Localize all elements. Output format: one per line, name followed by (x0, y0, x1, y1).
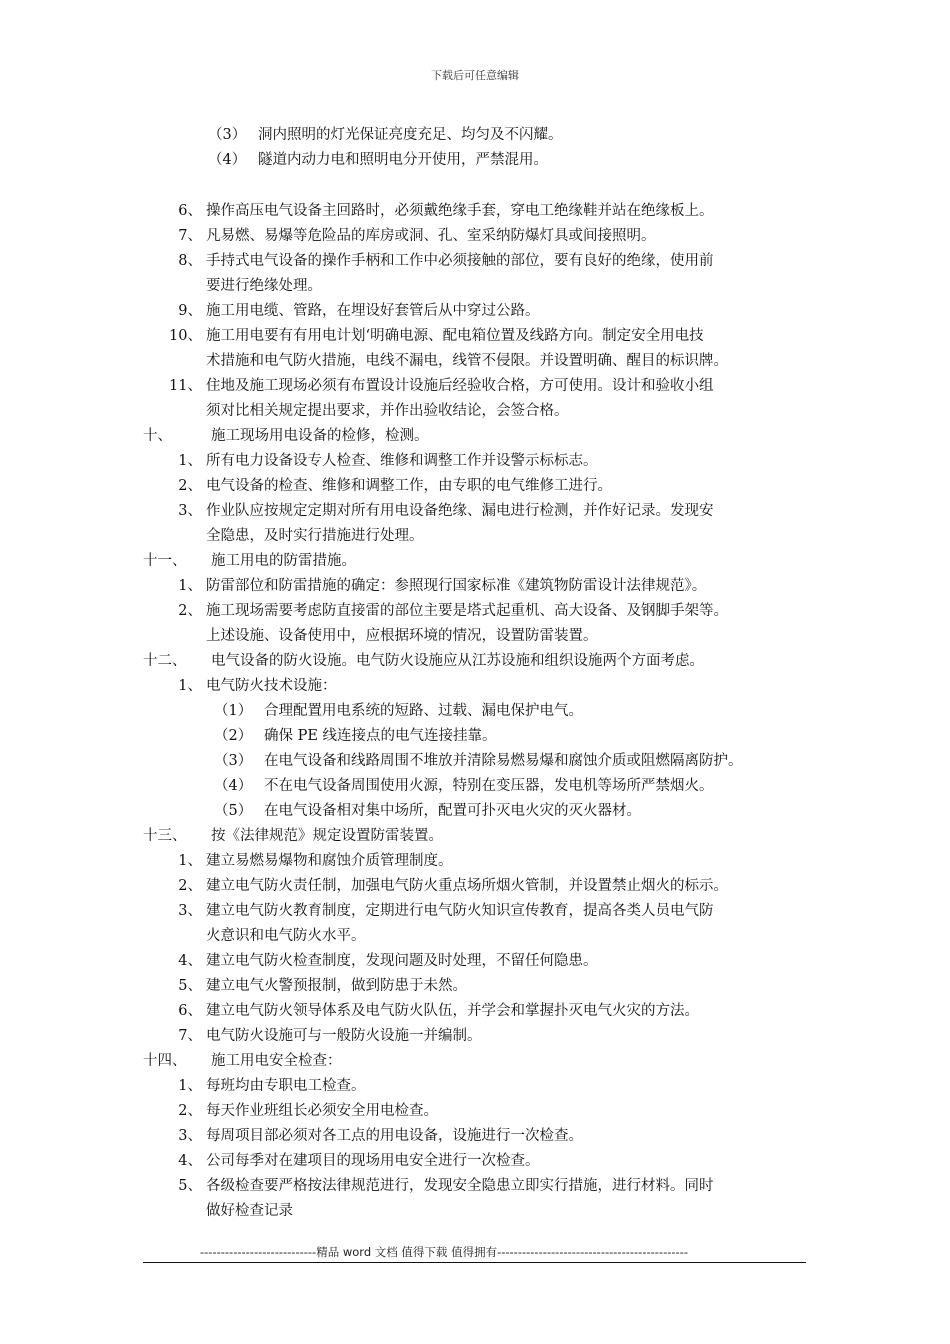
item-number: （2） (214, 728, 253, 744)
item-number: 3、 (178, 503, 202, 519)
item-number: （5） (214, 803, 253, 819)
item-text: 建立易燃易爆物和腐蚀介质管理制度。 (206, 853, 453, 869)
item-text: 住地及施工现场必须有布置设计设施后经验收合格，方可使用。设计和验收小组 (206, 378, 714, 394)
item-text: 电气防火技术设施： (206, 678, 337, 694)
item-text: 电气设备的检查、维修和调整工作，由专职的电气维修工进行。 (206, 478, 612, 494)
item-text: 合理配置用电系统的短路、过载、漏电保护电气。 (264, 703, 583, 719)
item-number: 9、 (178, 303, 202, 319)
item-text: 在电气设备和线路周围不堆放并清除易燃易爆和腐蚀介质或阻燃隔离防护。 (264, 753, 743, 769)
item-text: 上述设施、设备使用中，应根据环境的情况，设置防雷装置。 (206, 628, 598, 644)
item-text: 凡易燃、易爆等危险品的库房或洞、孔、室采纳防爆灯具或间接照明。 (206, 228, 656, 244)
item-text: 施工用电要有有用电计划‘明确电源、配电箱位置及线路方向。制定安全用电技 (206, 328, 704, 344)
item-number: 十三、 (143, 828, 187, 844)
item-text: 确保 PE 线连接点的电气连接挂靠。 (264, 728, 497, 744)
item-number: 1、 (178, 678, 202, 694)
item-text: 按《法律规范》规定设置防雷装置。 (211, 828, 443, 844)
item-number: 3、 (178, 1128, 202, 1144)
item-number: 1、 (178, 1078, 202, 1094)
item-number: （1） (214, 703, 253, 719)
item-number: 4、 (178, 953, 202, 969)
item-text: 建立电气防火检查制度，发现问题及时处理，不留任何隐患。 (206, 953, 598, 969)
item-number: 5、 (178, 978, 202, 994)
page-footer: ----------------------------精品 word 文档 值得下载 值得拥有---------------------------------------------- (200, 1245, 688, 1259)
item-text: 建立电气防火责任制，加强电气防火重点场所烟火管制，并设置禁止烟火的标示。 (206, 878, 728, 894)
item-text: 在电气设备相对集中场所，配置可扑灭电火灾的灭火器材。 (264, 803, 641, 819)
item-number: 8、 (178, 253, 202, 269)
item-text: 电气设备的防火设施。电气防火设施应从江苏设施和组织设施两个方面考虑。 (211, 653, 704, 669)
item-text: 建立电气防火领导体系及电气防火队伍，并学会和掌握扑灭电气火灾的方法。 (206, 1003, 699, 1019)
item-number: 十二、 (143, 653, 187, 669)
item-text: 防雷部位和防雷措施的确定：参照现行国家标准《建筑物防雷设计法律规范》。 (206, 578, 707, 594)
item-number: 6、 (178, 1003, 202, 1019)
item-text: 做好检查记录 (206, 1203, 293, 1219)
item-text: 不在电气设备周围使用火源，特别在变压器，发电机等场所严禁烟火。 (264, 778, 714, 794)
item-text: 手持式电气设备的操作手柄和工作中必须接触的部位，要有良好的绝缘，使用前 (206, 253, 714, 269)
item-number: （3） (214, 753, 253, 769)
item-text: 作业队应按规定定期对所有用电设备绝缘、漏电进行检测，并作好记录。发现安 (206, 503, 714, 519)
item-number: 10、 (169, 328, 202, 344)
item-number: 1、 (178, 853, 202, 869)
item-number: 3、 (178, 903, 202, 919)
item-number: 7、 (178, 1028, 202, 1044)
item-number: 2、 (178, 1103, 202, 1119)
item-number: 十一、 (143, 553, 187, 569)
item-text: 公司每季对在建项目的现场用电安全进行一次检查。 (206, 1153, 540, 1169)
item-text: 要进行绝缘处理。 (206, 278, 322, 294)
item-text: 须对比相关规定提出要求，并作出验收结论，会签合格。 (206, 403, 569, 419)
page-header: 下载后可任意编辑 (431, 69, 519, 82)
item-number: 7、 (178, 228, 202, 244)
item-text: 电气防火设施可与一般防火设施一并编制。 (206, 1028, 482, 1044)
item-number: 十四、 (143, 1053, 187, 1069)
item-text: 施工用电安全检查： (211, 1053, 342, 1069)
item-number: 1、 (178, 453, 202, 469)
item-text: 每周项目部必须对各工点的用电设备，设施进行一次检查。 (206, 1128, 583, 1144)
item-text: 每天作业班组长必须安全用电检查。 (206, 1103, 438, 1119)
item-text: 建立电气防火教育制度，定期进行电气防火知识宣传教育，提高各类人员电气防 (206, 903, 714, 919)
item-text: 建立电气火警预报制，做到防患于未然。 (206, 978, 467, 994)
item-text: 施工现场用电设备的检修，检测。 (211, 428, 429, 444)
item-number: 2、 (178, 878, 202, 894)
item-text: 操作高压电气设备主回路时，必须戴绝缘手套，穿电工绝缘鞋并站在绝缘板上。 (206, 203, 714, 219)
item-text: 隧道内动力电和照明电分开使用，严禁混用。 (258, 152, 548, 168)
item-text: 施工现场需要考虑防直接雷的部位主要是塔式起重机、高大设备、及钢脚手架等。 (206, 603, 728, 619)
item-number: 11、 (169, 378, 202, 394)
item-number: 2、 (178, 478, 202, 494)
item-text: 洞内照明的灯光保证亮度充足、均匀及不闪耀。 (258, 127, 563, 143)
item-text: 火意识和电气防火水平。 (206, 928, 366, 944)
item-number: 4、 (178, 1153, 202, 1169)
item-text: 全隐患，及时实行措施进行处理。 (206, 528, 424, 544)
item-text: 各级检查要严格按法律规范进行，发现安全隐患立即实行措施，进行材料。同时 (206, 1178, 714, 1194)
footer-rule (143, 1262, 806, 1263)
item-number: 5、 (178, 1178, 202, 1194)
item-text: 每班均由专职电工检查。 (206, 1078, 366, 1094)
item-text: 施工用电缆、管路，在埋设好套管后从中穿过公路。 (206, 303, 540, 319)
item-number: 6、 (178, 203, 202, 219)
item-text: 所有电力设备设专人检查、维修和调整工作并设警示标标志。 (206, 453, 598, 469)
item-number: （4） (208, 152, 247, 168)
item-text: 术措施和电气防火措施，电线不漏电，线管不侵限。并设置明确、醒目的标识牌。 (206, 353, 728, 369)
item-number: 十、 (143, 428, 172, 444)
item-text: 施工用电的防雷措施。 (211, 553, 356, 569)
item-number: 2、 (178, 603, 202, 619)
item-number: （3） (208, 127, 247, 143)
item-number: （4） (214, 778, 253, 794)
item-number: 1、 (178, 578, 202, 594)
